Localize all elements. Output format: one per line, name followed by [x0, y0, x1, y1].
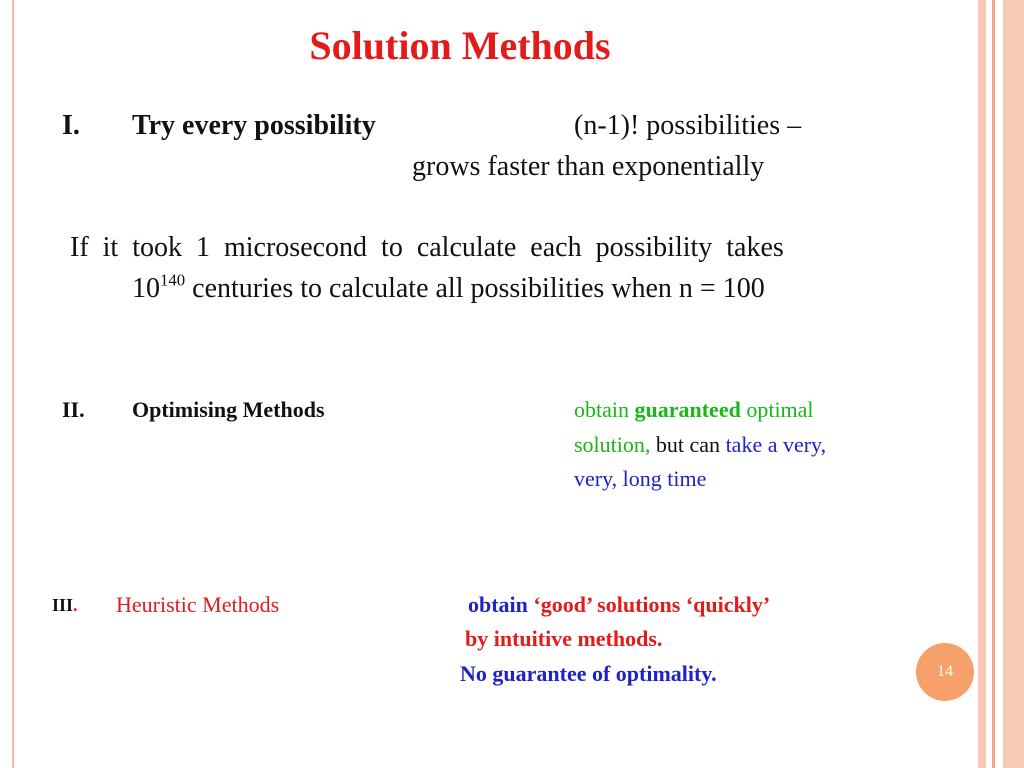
- section1-detail-line2: grows faster than exponentially: [412, 151, 765, 182]
- section2-heading: Optimising Methods: [132, 397, 325, 422]
- section1-example-line1: If it took 1 microsecond to calculate each possibility takes: [70, 232, 784, 263]
- desc-optimal: optimal: [740, 397, 814, 422]
- section3-desc-line2: by intuitive methods.: [465, 626, 663, 651]
- desc-take: take a very,: [725, 432, 827, 457]
- left-border-decoration: [0, 0, 14, 768]
- desc3-good: ‘good’ solutions ‘quickly’: [527, 592, 771, 617]
- numeral-dot: .: [73, 595, 78, 615]
- slide-title: Solution Methods: [309, 23, 611, 68]
- section2-desc-line3: very, long time: [574, 466, 707, 491]
- right-border-decoration: [978, 0, 1024, 768]
- desc-obtain: obtain: [574, 397, 635, 422]
- section3-desc-line3: No guarantee of optimality.: [460, 661, 717, 686]
- section1-numeral: I.: [62, 110, 80, 141]
- desc-but-can: but can: [650, 432, 726, 457]
- section1-example-line2: [132, 270, 765, 305]
- section2-desc-line1: [574, 397, 814, 423]
- desc3-obtain: obtain: [468, 592, 528, 617]
- example-base: 10: [132, 273, 160, 304]
- numeral-text: III: [52, 595, 74, 615]
- section1-heading: Try every possibility: [132, 110, 376, 141]
- example-rest: centuries to calculate all possibilities when n = 100: [185, 273, 765, 304]
- section1-detail-line1: (n-1)! possibilities –: [574, 110, 802, 141]
- section3-desc-line1: [468, 592, 770, 618]
- section3-heading: Heuristic Methods: [116, 592, 280, 617]
- section2-desc-line2: [574, 432, 826, 458]
- desc-solution: solution,: [574, 432, 651, 457]
- page-number-badge: 14: [916, 643, 974, 701]
- section3-numeral: [52, 595, 78, 616]
- section2-numeral: II.: [62, 397, 85, 422]
- desc-guaranteed: guaranteed: [634, 397, 741, 422]
- example-exponent: 140: [160, 270, 186, 290]
